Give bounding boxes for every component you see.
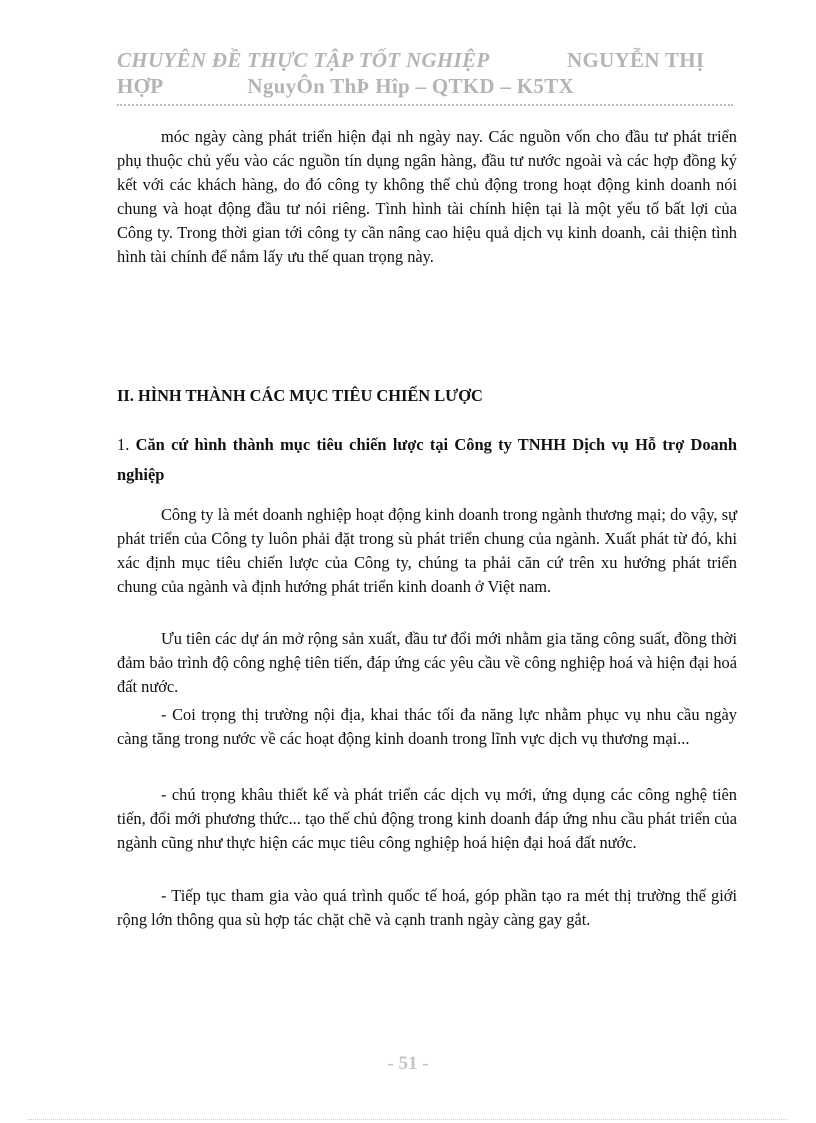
footer-divider xyxy=(28,1119,788,1120)
intro-paragraph: móc ngày càng phát triển hiện đại nh ngày nay. Các nguồn vốn cho đầu tư phát triển phụ thuộc chủ yếu vào các nguồn tín dụng ngân hàng, đầu tư nước ngoài và các hợp đồng ký kết với các khách hàng, do đó công ty không thể chủ động trong hoạt động kinh doanh nói chung và hoạt động đầu tư nói riêng. Tình hình tài chính hiện tại là một yếu tố bất lợi của Công ty. Trong thời gian tới công ty cần nâng cao hiệu quả dịch vụ kinh doanh, cải thiện tình hình tài chính để nắm lấy ưu thế quan trọng này. xyxy=(117,127,737,266)
header-author: NGUYỄN THỊ xyxy=(567,48,705,72)
section-heading: II. HÌNH THÀNH CÁC MỤC TIÊU CHIẾN LƯỢC xyxy=(117,386,483,405)
body-paragraph-5: - Tiếp tục tham gia vào quá trình quốc tế hoá, góp phần tạo ra mét thị trường thế giới rộng lớn thông qua sù hợp tác chặt chẽ và cạnh tranh ngày càng gay gắt. xyxy=(117,886,737,929)
header-title: CHUYÊN ĐỀ THỰC TẬP TỐT NGHIỆP xyxy=(117,48,490,72)
subsection-heading xyxy=(117,430,737,490)
page-header xyxy=(117,47,737,98)
subsection-number: 1. xyxy=(117,435,130,454)
page-number: - 51 - xyxy=(387,1053,429,1074)
subsection-title: Căn cứ hình thành mục tiêu chiến lược tại Công ty TNHH Dịch vụ Hỗ trợ Doanh nghiệp xyxy=(117,435,737,484)
header-subtitle: NguyÔn ThÞ Hîp – QTKD – K5TX xyxy=(247,74,574,98)
header-line-2 xyxy=(117,73,574,99)
body-paragraph-2: Ưu tiên các dự án mở rộng sản xuất, đầu tư đổi mới nhằm gia tăng công suất, đồng thời đảm bảo trình độ công nghệ tiên tiến, đáp ứng các yêu cầu về công nghiệp hoá và hiện đại hoá đất nước. xyxy=(117,629,737,696)
header-divider xyxy=(117,104,733,106)
header-author-continued: HỢP xyxy=(117,74,164,98)
body-paragraph-4: - chú trọng khâu thiết kế và phát triển các dịch vụ mới, ứng dụng các công nghệ tiên tiến, đổi mới phương thức... tạo thế chủ động trong kinh doanh đáp ứng nhu cầu phát triển của ngành cũng như thực hiện các mục tiêu công nghiệp hoá hiện đại hoá đất nước. xyxy=(117,785,737,852)
body-paragraph-1: Công ty là mét doanh nghiệp hoạt động kinh doanh trong ngành thương mại; do vậy, sự phát triển của Công ty luôn phải đặt trong sù phát triển chung của ngành. Xuất phát từ đó, khi xác định mục tiêu chiến lược của Công ty, chúng ta phải căn cứ trên xu hướng phát triển chung của ngành và định hướng phát triển kinh doanh ở Việt nam. xyxy=(117,505,737,596)
body-paragraph-3: - Coi trọng thị trường nội địa, khai thác tối đa năng lực nhằm phục vụ nhu cầu ngày càng tăng trong nước về các hoạt động kinh doanh trong lĩnh vực dịch vụ thương mại... xyxy=(117,705,737,748)
